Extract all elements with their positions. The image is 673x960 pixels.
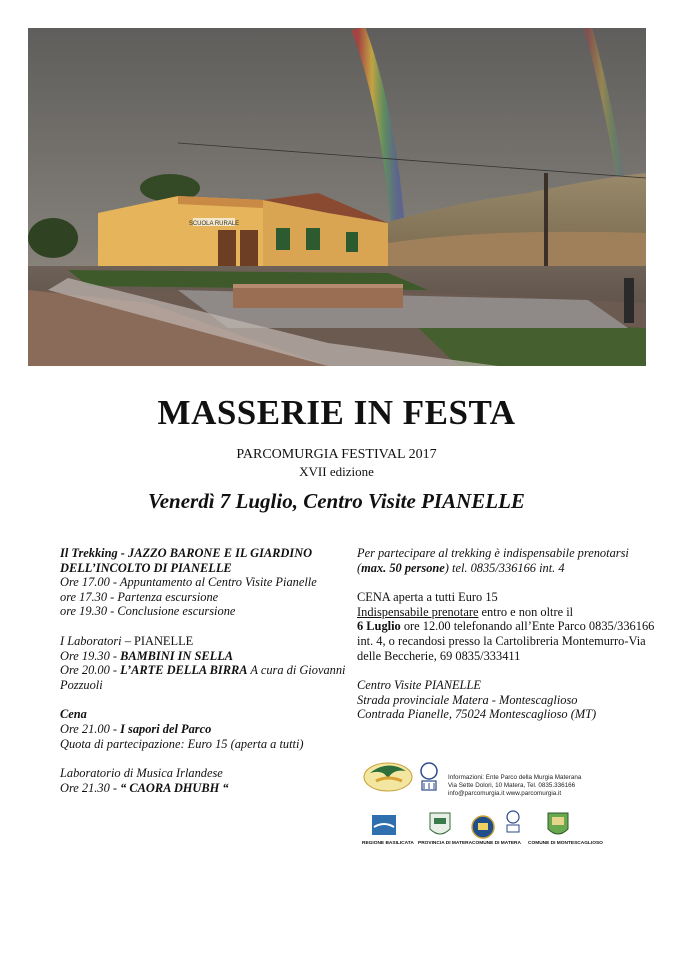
trekking-booking-note: Per partecipare al trekking è indispensabile prenotarsi (max. 50 persone) tel. 0835/336166 int. 4: [357, 546, 629, 575]
event-date-location: Venerdì 7 Luglio, Centro Visite PIANELLE: [148, 489, 525, 513]
laboratori-line: Ore 19.30 - BAMBINI IN SELLA: [60, 648, 234, 663]
hero-photo: [28, 28, 646, 366]
laboratori-title: I Laboratori – PIANELLE: [60, 633, 194, 648]
comune-matera-logo-icon: [472, 816, 494, 838]
provincia-matera-logo-icon: [430, 813, 450, 834]
trekking-section: [60, 546, 350, 619]
cena-section: [60, 707, 350, 751]
park-bird-logo-icon: [364, 763, 412, 791]
landscape-rainbow-image: [28, 28, 646, 366]
regione-basilicata-logo-icon: [372, 815, 396, 835]
caption-regione: REGIONE BASILICATA: [362, 841, 414, 846]
sponsor-logos: [362, 755, 602, 855]
event-title: MASSERIE IN FESTA: [157, 393, 516, 432]
cena-line: Ore 21.00 - I sapori del Parco: [60, 721, 212, 736]
comune-montescaglioso-logo-icon: [548, 813, 568, 834]
festival-name: PARCOMURGIA FESTIVAL 2017: [236, 447, 437, 462]
cena-booking-note: CENA aperta a tutti Euro 15 Indispensabile prenotare entro e non oltre il 6 Luglio ore 12.00 telefonando all’Ente Parco 0835/336166 int. 4, o recandosi presso la Cartolibreria Montemurro-Via delle Beccherie, 69 0835/333411: [357, 590, 655, 663]
caption-comune-montescaglioso: COMUNE DI MONTESCAGLIOSO: [528, 841, 603, 846]
info-column: [357, 546, 657, 737]
program-column: [60, 546, 350, 810]
unesco-logo-icon: [421, 763, 437, 790]
school-sign: SCUOLA RURALE: [188, 221, 240, 227]
logos-graphic: [362, 755, 602, 855]
musica-line: Ore 21.30 - “ CAORA DHUBH “: [60, 780, 229, 795]
trekking-line: ore 17.30 - Partenza escursione: [60, 589, 219, 604]
caption-provincia: PROVINCIA DI MATERA: [418, 841, 473, 846]
trekking-line: ore 19.30 - Conclusione escursione: [60, 604, 236, 619]
cena-title: Cena: [60, 707, 87, 722]
laboratori-line: Ore 20.00 - L’ARTE DELLA BIRRA A cura di Giovanni Pozzuoli: [60, 663, 346, 692]
unesco-small-logo-icon: [507, 811, 519, 832]
trekking-title: Il Trekking - JAZZO BARONE E IL GIARDINO DELL’INCOLTO DI PIANELLE: [60, 546, 313, 575]
park-contact-info: Informazioni: Ente Parco della Murgia Materana Via Sette Dolori, 10 Matera, Tel. 0835.336166 info@parcomurgia.it www.parcomurgia.it: [448, 774, 582, 797]
cena-line: Quota di partecipazione: Euro 15 (aperta a tutti): [60, 736, 304, 751]
caption-comune-matera: COMUNE DI MATERA: [472, 841, 521, 846]
venue-address: Centro Visite PIANELLE Strada provinciale Matera - Montescaglioso Contrada Pianelle, 75024 Montescaglioso (MT): [357, 678, 597, 722]
laboratori-section: [60, 634, 350, 692]
musica-title: Laboratorio di Musica Irlandese: [60, 766, 223, 781]
musica-section: [60, 766, 350, 795]
edition-label: XVII edizione: [299, 464, 374, 479]
trekking-line: Ore 17.00 - Appuntamento al Centro Visite Pianelle: [60, 575, 317, 590]
